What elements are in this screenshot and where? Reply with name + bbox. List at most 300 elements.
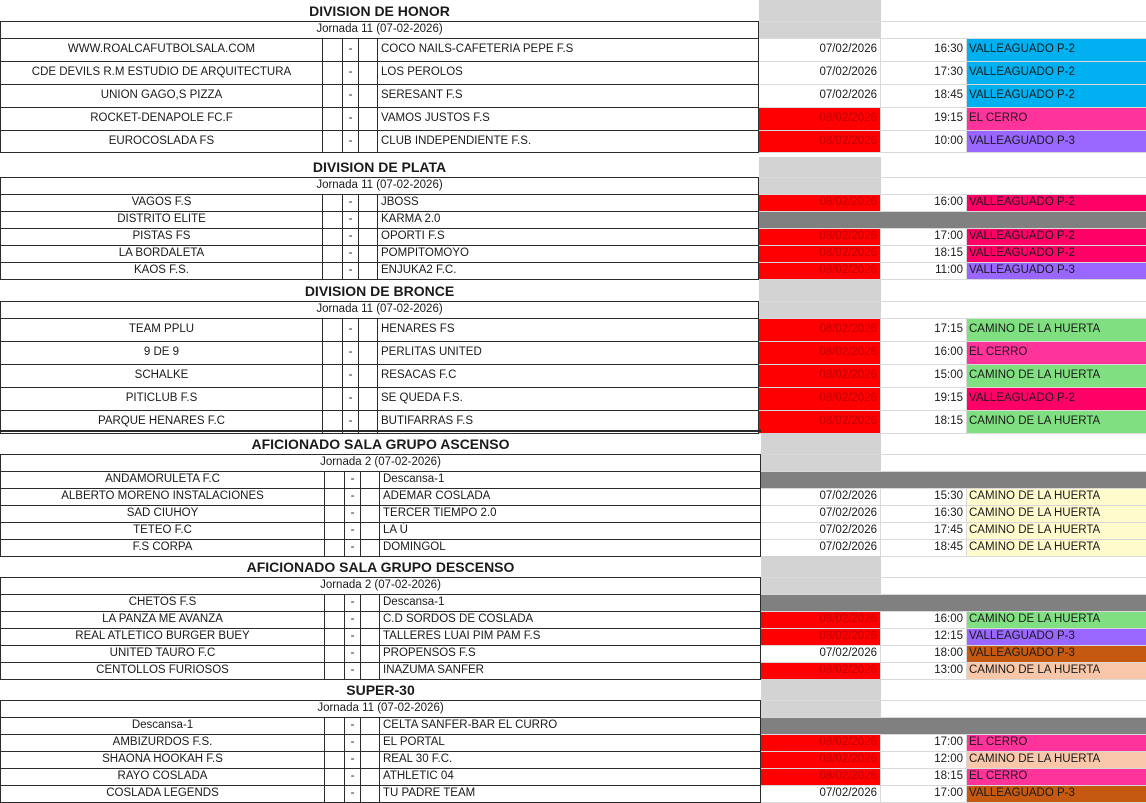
away-team[interactable]: C.D SORDOS DE COSLADA (379, 612, 761, 629)
home-team[interactable]: 9 DE 9 (0, 342, 322, 365)
match-venue[interactable]: EL CERRO (967, 108, 1146, 131)
home-team[interactable]: VAGOS F.S (0, 195, 322, 212)
match-row (0, 365, 1146, 388)
match-time[interactable]: 12:00 (881, 752, 967, 769)
score-separator[interactable]: - (344, 472, 360, 489)
score-home-cell[interactable] (322, 85, 342, 108)
score-home-cell[interactable] (324, 595, 344, 612)
score-separator[interactable]: - (344, 718, 360, 735)
header-grey-cell[interactable] (759, 157, 881, 178)
score-home-cell[interactable] (322, 39, 342, 62)
match-row (0, 472, 1146, 489)
away-team[interactable]: Descansa-1 (379, 472, 761, 489)
header-empty-cell[interactable] (881, 556, 967, 578)
home-team[interactable]: LA PANZA ME AVANZA (0, 612, 324, 629)
match-time[interactable]: 16:00 (881, 195, 967, 212)
score-home-cell[interactable] (322, 131, 342, 153)
score-separator[interactable]: - (342, 342, 358, 365)
match-time[interactable]: 12:15 (881, 629, 967, 646)
score-away-cell[interactable] (358, 212, 377, 229)
match-row (0, 540, 1146, 557)
match-time[interactable]: 18:15 (881, 246, 967, 263)
away-team[interactable]: TALLERES LUAI PIM PAM F.S (379, 629, 761, 646)
score-separator[interactable]: - (344, 786, 360, 803)
jornada-label[interactable]: Jornada 2 (07-02-2026) (0, 578, 761, 595)
match-date[interactable]: 07/02/2026 (761, 646, 881, 663)
header-empty-cell[interactable] (881, 22, 967, 39)
match-venue[interactable]: CAMINO DE LA HUERTA (967, 365, 1146, 388)
score-separator[interactable]: - (342, 263, 358, 280)
away-team[interactable]: SERESANT F.S (377, 85, 759, 108)
jornada-label[interactable]: Jornada 11 (07-02-2026) (0, 178, 759, 195)
match-venue[interactable]: VALLEAGUADO P-3 (967, 786, 1146, 803)
home-team[interactable]: UNITED TAURO F.C (0, 646, 324, 663)
header-empty-cell[interactable] (967, 455, 1146, 472)
away-team[interactable]: INAZUMA SANFER (379, 663, 761, 680)
match-venue[interactable]: VALLEAGUADO P-2 (967, 388, 1146, 411)
match-row (0, 131, 1146, 153)
match-date[interactable]: 08/02/2026 (759, 319, 881, 342)
header-grey-cell[interactable] (759, 280, 881, 302)
match-date[interactable]: 08/02/2026 (761, 629, 881, 646)
score-home-cell[interactable] (324, 540, 344, 557)
header-empty-cell[interactable] (881, 455, 967, 472)
score-home-cell[interactable] (322, 263, 342, 280)
home-team[interactable]: CHETOS F.S (0, 595, 324, 612)
score-home-cell[interactable] (324, 718, 344, 735)
home-team[interactable]: CENTOLLOS FURIOSOS (0, 663, 324, 680)
score-away-cell[interactable] (358, 342, 377, 365)
score-separator[interactable]: - (342, 246, 358, 263)
score-separator[interactable]: - (344, 735, 360, 752)
home-team[interactable]: WWW.ROALCAFUTBOLSALA.COM (0, 39, 322, 62)
score-home-cell[interactable] (324, 506, 344, 523)
header-empty-cell[interactable] (967, 433, 1146, 455)
home-team[interactable]: RAYO COSLADA (0, 769, 324, 786)
away-team[interactable]: ATHLETIC 04 (379, 769, 761, 786)
header-grey-cell[interactable] (761, 455, 881, 472)
match-date[interactable]: 08/02/2026 (761, 752, 881, 769)
match-time[interactable]: 17:15 (881, 319, 967, 342)
score-separator[interactable]: - (344, 506, 360, 523)
match-time[interactable]: 16:00 (881, 612, 967, 629)
score-away-cell[interactable] (360, 786, 379, 803)
match-venue[interactable]: CAMINO DE LA HUERTA (967, 489, 1146, 506)
section-title[interactable]: AFICIONADO SALA GRUPO DESCENSO (0, 556, 761, 578)
header-grey-cell[interactable] (759, 302, 881, 319)
section-title[interactable]: SUPER-30 (0, 679, 761, 701)
score-separator[interactable]: - (342, 411, 358, 434)
match-venue[interactable]: VALLEAGUADO P-2 (967, 246, 1146, 263)
header-empty-cell[interactable] (967, 178, 1146, 195)
home-team[interactable]: EUROCOSLADA FS (0, 131, 322, 153)
match-venue[interactable]: VALLEAGUADO P-2 (967, 39, 1146, 62)
score-away-cell[interactable] (360, 735, 379, 752)
home-team[interactable]: SAD CIUHOY (0, 506, 324, 523)
score-home-cell[interactable] (322, 108, 342, 131)
match-row (0, 769, 1146, 786)
header-empty-cell[interactable] (967, 22, 1146, 39)
header-empty-cell[interactable] (967, 556, 1146, 578)
score-separator[interactable]: - (344, 752, 360, 769)
score-away-cell[interactable] (360, 629, 379, 646)
header-grey-cell[interactable] (761, 679, 881, 701)
score-away-cell[interactable] (360, 523, 379, 540)
jornada-label[interactable]: Jornada 11 (07-02-2026) (0, 22, 759, 39)
header-grey-cell[interactable] (761, 701, 881, 718)
header-empty-cell[interactable] (881, 280, 967, 302)
match-venue[interactable]: VALLEAGUADO P-3 (967, 263, 1146, 280)
match-time[interactable]: 17:30 (881, 62, 967, 85)
away-team[interactable]: SE QUEDA F.S. (377, 388, 759, 411)
match-time[interactable]: 10:00 (881, 131, 967, 153)
match-date[interactable]: 07/02/2026 (761, 506, 881, 523)
away-team[interactable]: POMPITOMOYO (377, 246, 759, 263)
header-empty-cell[interactable] (881, 679, 967, 701)
jornada-label[interactable]: Jornada 2 (07-02-2026) (0, 455, 761, 472)
match-venue[interactable]: CAMINO DE LA HUERTA (967, 752, 1146, 769)
score-away-cell[interactable] (358, 39, 377, 62)
score-home-cell[interactable] (322, 62, 342, 85)
away-team[interactable]: TERCER TIEMPO 2.0 (379, 506, 761, 523)
away-team[interactable]: COCO NAILS-CAFETERIA PEPE F.S (377, 39, 759, 62)
header-grey-cell[interactable] (759, 178, 881, 195)
match-date[interactable]: 08/02/2026 (759, 411, 881, 434)
header-grey-cell[interactable] (761, 578, 881, 595)
away-team[interactable]: CELTA SANFER-BAR EL CURRO (379, 718, 761, 735)
header-grey-cell[interactable] (761, 433, 881, 455)
score-separator[interactable]: - (344, 523, 360, 540)
score-separator[interactable]: - (342, 85, 358, 108)
score-away-cell[interactable] (358, 388, 377, 411)
away-team[interactable]: BUTIFARRAS F.S (377, 411, 759, 434)
score-away-cell[interactable] (358, 131, 377, 153)
score-away-cell[interactable] (358, 365, 377, 388)
match-time[interactable]: 11:00 (881, 263, 967, 280)
home-team[interactable]: PARQUE HENARES F.C (0, 411, 322, 434)
match-date[interactable]: 08/02/2026 (759, 388, 881, 411)
home-team[interactable]: DISTRITO ELITE (0, 212, 322, 229)
match-row (0, 489, 1146, 506)
score-home-cell[interactable] (324, 663, 344, 680)
match-date[interactable]: 07/02/2026 (759, 39, 881, 62)
header-empty-cell[interactable] (967, 701, 1146, 718)
away-team[interactable]: CLUB INDEPENDIENTE F.S. (377, 131, 759, 153)
score-away-cell[interactable] (360, 506, 379, 523)
match-time[interactable]: 15:30 (881, 489, 967, 506)
score-home-cell[interactable] (324, 612, 344, 629)
score-away-cell[interactable] (358, 319, 377, 342)
header-empty-cell[interactable] (967, 280, 1146, 302)
rest-day-bar[interactable] (759, 212, 1146, 229)
away-team[interactable]: ENJUKA2 F.C. (377, 263, 759, 280)
match-time[interactable]: 16:00 (881, 342, 967, 365)
score-separator[interactable]: - (344, 540, 360, 557)
away-team[interactable]: ADEMAR COSLADA (379, 489, 761, 506)
score-home-cell[interactable] (322, 342, 342, 365)
score-home-cell[interactable] (324, 752, 344, 769)
score-separator[interactable]: - (342, 62, 358, 85)
match-date[interactable]: 08/02/2026 (759, 342, 881, 365)
home-team[interactable]: REAL ATLETICO BURGER BUEY (0, 629, 324, 646)
header-empty-cell[interactable] (967, 0, 1146, 22)
away-team[interactable]: LA Ú (379, 523, 761, 540)
section-title[interactable]: AFICIONADO SALA GRUPO ASCENSO (0, 433, 761, 455)
score-away-cell[interactable] (360, 612, 379, 629)
score-away-cell[interactable] (360, 595, 379, 612)
score-separator[interactable]: - (344, 629, 360, 646)
match-time[interactable]: 17:00 (881, 229, 967, 246)
header-empty-cell[interactable] (881, 701, 967, 718)
match-date[interactable]: 07/02/2026 (761, 540, 881, 557)
match-row (0, 388, 1146, 411)
match-venue[interactable]: CAMINO DE LA HUERTA (967, 506, 1146, 523)
away-team[interactable]: HENARES FS (377, 319, 759, 342)
score-separator[interactable]: - (344, 595, 360, 612)
match-date[interactable]: 07/02/2026 (761, 523, 881, 540)
home-team[interactable]: UNION GAGO,S PIZZA (0, 85, 322, 108)
match-time[interactable]: 17:00 (881, 786, 967, 803)
match-venue[interactable]: VALLEAGUADO P-2 (967, 195, 1146, 212)
score-separator[interactable]: - (342, 229, 358, 246)
match-venue[interactable]: VALLEAGUADO P-2 (967, 85, 1146, 108)
match-date[interactable]: 08/02/2026 (759, 246, 881, 263)
home-team[interactable]: TETEO F.C (0, 523, 324, 540)
header-empty-cell[interactable] (967, 679, 1146, 701)
match-time[interactable]: 16:30 (881, 39, 967, 62)
match-row (0, 646, 1146, 663)
away-team[interactable]: Descansa-1 (379, 595, 761, 612)
away-team[interactable]: TU PADRE TEAM (379, 786, 761, 803)
match-venue[interactable]: CAMINO DE LA HUERTA (967, 411, 1146, 434)
home-team[interactable]: SHAONA HOOKAH F.S (0, 752, 324, 769)
away-team[interactable]: RESACAS F.C (377, 365, 759, 388)
match-time[interactable]: 18:00 (881, 646, 967, 663)
match-time[interactable]: 17:00 (881, 735, 967, 752)
score-away-cell[interactable] (358, 246, 377, 263)
home-team[interactable]: KAOS F.S. (0, 263, 322, 280)
score-home-cell[interactable] (324, 523, 344, 540)
home-team[interactable]: AMBIZURDOS F.S. (0, 735, 324, 752)
home-team[interactable]: CDE DEVILS R.M ESTUDIO DE ARQUITECTURA (0, 62, 322, 85)
score-separator[interactable]: - (342, 388, 358, 411)
away-team[interactable]: REAL 30 F.C. (379, 752, 761, 769)
match-venue[interactable]: VALLEAGUADO P-3 (967, 131, 1146, 153)
score-home-cell[interactable] (324, 735, 344, 752)
header-empty-cell[interactable] (967, 302, 1146, 319)
match-date[interactable]: 08/02/2026 (761, 769, 881, 786)
match-venue[interactable]: VALLEAGUADO P-2 (967, 62, 1146, 85)
match-date[interactable]: 08/02/2026 (761, 612, 881, 629)
match-row (0, 523, 1146, 540)
match-row (0, 595, 1146, 612)
header-empty-cell[interactable] (881, 157, 967, 178)
away-team[interactable]: LOS PEROLOS (377, 62, 759, 85)
jornada-label[interactable]: Jornada 11 (07-02-2026) (0, 701, 761, 718)
jornada-row (0, 178, 1146, 195)
match-venue[interactable]: CAMINO DE LA HUERTA (967, 612, 1146, 629)
score-home-cell[interactable] (324, 472, 344, 489)
rest-day-bar[interactable] (761, 718, 1146, 735)
home-team[interactable]: LA BORDALETA (0, 246, 322, 263)
home-team[interactable]: ALBERTO MORENO INSTALACIONES (0, 489, 324, 506)
section-title-row (0, 433, 1146, 455)
match-row (0, 718, 1146, 735)
score-separator[interactable]: - (342, 39, 358, 62)
header-empty-cell[interactable] (881, 302, 967, 319)
score-away-cell[interactable] (360, 663, 379, 680)
match-venue[interactable]: CAMINO DE LA HUERTA (967, 663, 1146, 680)
match-venue[interactable]: VALLEAGUADO P-3 (967, 646, 1146, 663)
match-date[interactable]: 07/02/2026 (759, 62, 881, 85)
away-team[interactable]: KARMA 2.0 (377, 212, 759, 229)
score-away-cell[interactable] (358, 263, 377, 280)
match-date[interactable]: 08/02/2026 (759, 263, 881, 280)
score-away-cell[interactable] (360, 472, 379, 489)
score-separator[interactable]: - (342, 319, 358, 342)
score-separator[interactable]: - (344, 646, 360, 663)
home-team[interactable]: TEAM PPLU (0, 319, 322, 342)
match-row (0, 506, 1146, 523)
score-separator[interactable]: - (342, 131, 358, 153)
header-empty-cell[interactable] (881, 433, 967, 455)
match-date[interactable]: 08/02/2026 (761, 735, 881, 752)
match-time[interactable]: 18:15 (881, 411, 967, 434)
match-venue[interactable]: CAMINO DE LA HUERTA (967, 540, 1146, 557)
match-date[interactable]: 07/02/2026 (761, 489, 881, 506)
match-venue[interactable]: VALLEAGUADO P-3 (967, 629, 1146, 646)
match-venue[interactable]: CAMINO DE LA HUERTA (967, 319, 1146, 342)
header-grey-cell[interactable] (759, 0, 881, 22)
score-separator[interactable]: - (342, 212, 358, 229)
match-date[interactable]: 08/02/2026 (759, 229, 881, 246)
section-title[interactable]: DIVISION DE HONOR (0, 0, 759, 22)
match-venue[interactable]: EL CERRO (967, 342, 1146, 365)
score-home-cell[interactable] (322, 246, 342, 263)
score-separator[interactable]: - (342, 195, 358, 212)
score-away-cell[interactable] (360, 718, 379, 735)
score-away-cell[interactable] (358, 108, 377, 131)
match-venue[interactable]: VALLEAGUADO P-2 (967, 229, 1146, 246)
match-time[interactable]: 19:15 (881, 388, 967, 411)
rest-day-bar[interactable] (761, 595, 1146, 612)
score-separator[interactable]: - (342, 108, 358, 131)
header-empty-cell[interactable] (881, 578, 967, 595)
jornada-row (0, 302, 1146, 319)
match-date[interactable]: 08/02/2026 (761, 663, 881, 680)
header-empty-cell[interactable] (967, 157, 1146, 178)
away-team[interactable]: DOMINGOL (379, 540, 761, 557)
home-team[interactable]: F.S CORPA (0, 540, 324, 557)
match-venue[interactable]: EL CERRO (967, 735, 1146, 752)
home-team[interactable]: Descansa-1 (0, 718, 324, 735)
home-team[interactable]: PITICLUB F.S (0, 388, 322, 411)
score-home-cell[interactable] (322, 365, 342, 388)
away-team[interactable]: EL PORTAL (379, 735, 761, 752)
match-time[interactable]: 17:45 (881, 523, 967, 540)
score-away-cell[interactable] (360, 769, 379, 786)
match-date[interactable]: 07/02/2026 (759, 85, 881, 108)
away-team[interactable]: PERLITAS UNITED (377, 342, 759, 365)
section-title[interactable]: DIVISION DE BRONCE (0, 280, 759, 302)
score-away-cell[interactable] (360, 752, 379, 769)
score-away-cell[interactable] (358, 62, 377, 85)
match-date[interactable]: 08/02/2026 (759, 108, 881, 131)
score-away-cell[interactable] (360, 646, 379, 663)
home-team[interactable]: COSLADA LEGENDS (0, 786, 324, 803)
score-separator[interactable]: - (344, 489, 360, 506)
match-time[interactable]: 18:45 (881, 85, 967, 108)
away-team[interactable]: JBOSS (377, 195, 759, 212)
score-home-cell[interactable] (324, 489, 344, 506)
home-team[interactable]: ANDAMORULETA F.C (0, 472, 324, 489)
match-row (0, 612, 1146, 629)
away-team[interactable]: PROPENSOS F.S (379, 646, 761, 663)
match-row (0, 85, 1146, 108)
match-venue[interactable]: CAMINO DE LA HUERTA (967, 523, 1146, 540)
match-date[interactable]: 08/02/2026 (759, 365, 881, 388)
match-venue[interactable]: EL CERRO (967, 769, 1146, 786)
section-title-row (0, 556, 1146, 578)
match-row (0, 229, 1146, 246)
score-separator[interactable]: - (344, 769, 360, 786)
score-home-cell[interactable] (324, 646, 344, 663)
score-away-cell[interactable] (358, 195, 377, 212)
score-separator[interactable]: - (342, 365, 358, 388)
match-time[interactable]: 16:30 (881, 506, 967, 523)
header-grey-cell[interactable] (761, 556, 881, 578)
score-away-cell[interactable] (360, 489, 379, 506)
score-home-cell[interactable] (322, 319, 342, 342)
match-row (0, 342, 1146, 365)
header-empty-cell[interactable] (881, 178, 967, 195)
score-separator[interactable]: - (344, 612, 360, 629)
match-date[interactable]: 08/02/2026 (759, 131, 881, 153)
score-away-cell[interactable] (358, 85, 377, 108)
jornada-label[interactable]: Jornada 11 (07-02-2026) (0, 302, 759, 319)
match-row (0, 195, 1146, 212)
home-team[interactable]: ROCKET-DENAPOLE FC.F (0, 108, 322, 131)
score-separator[interactable]: - (344, 663, 360, 680)
match-time[interactable]: 18:15 (881, 769, 967, 786)
home-team[interactable]: PISTAS FS (0, 229, 322, 246)
score-home-cell[interactable] (322, 388, 342, 411)
match-time[interactable]: 19:15 (881, 108, 967, 131)
rest-day-bar[interactable] (761, 472, 1146, 489)
score-away-cell[interactable] (358, 229, 377, 246)
home-team[interactable]: SCHALKE (0, 365, 322, 388)
away-team[interactable]: OPORTI F.S (377, 229, 759, 246)
score-home-cell[interactable] (322, 212, 342, 229)
match-date[interactable]: 08/02/2026 (759, 195, 881, 212)
match-time[interactable]: 18:45 (881, 540, 967, 557)
header-empty-cell[interactable] (881, 0, 967, 22)
score-home-cell[interactable] (324, 629, 344, 646)
score-away-cell[interactable] (360, 540, 379, 557)
score-home-cell[interactable] (324, 769, 344, 786)
jornada-row (0, 701, 1146, 718)
match-time[interactable]: 15:00 (881, 365, 967, 388)
header-grey-cell[interactable] (759, 22, 881, 39)
section-title[interactable]: DIVISION DE PLATA (0, 157, 759, 178)
match-time[interactable]: 13:00 (881, 663, 967, 680)
header-empty-cell[interactable] (967, 578, 1146, 595)
score-home-cell[interactable] (322, 195, 342, 212)
match-date[interactable]: 07/02/2026 (761, 786, 881, 803)
score-home-cell[interactable] (322, 229, 342, 246)
score-home-cell[interactable] (324, 786, 344, 803)
away-team[interactable]: VAMOS JUSTOS F.S (377, 108, 759, 131)
